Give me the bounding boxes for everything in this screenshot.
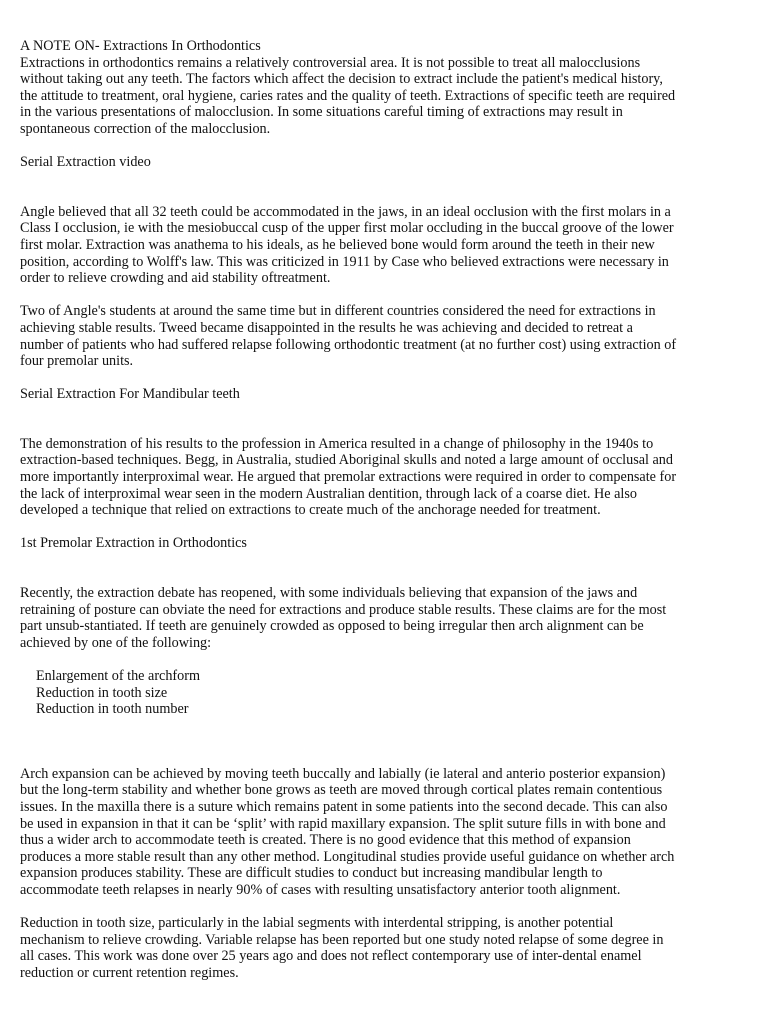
paragraph-angle: Angle believed that all 32 teeth could be accommodated in the jaws, in an ideal occlusion with the first molars in a Class I occlusion, ie with the mesiobuccal cusp of the upper first molar occluding in the buccal groove of the lower first molar. Extraction was anathema to his ideals, as he believed bone would form around the teeth in their new position, according to Wolff's law. This was criticized in 1911 by Case who believed extractions were necessary in order to relieve crowding and aid stability oftreatment.: [20, 203, 674, 287]
paragraph-recently: Recently, the extraction debate has reopened, with some individuals believing that expansion of the jaws and retraining of posture can obviate the need for extractions and produce stable results. These claims are for the most part unsub-stantiated. If teeth are genuinely crowded as opposed to being irregular then arch alignment can be achieved by one of the following:: [20, 585, 667, 651]
list-item: Enlargement of the archform: [36, 668, 201, 684]
subheading-serial-extraction-mandibular: Serial Extraction For Mandibular teeth: [20, 386, 240, 403]
subheading-first-premolar-extraction: 1st Premolar Extraction in Orthodontics: [20, 535, 247, 552]
subheading-serial-extraction-video: Serial Extraction video: [20, 154, 151, 171]
paragraph-tooth-size-reduction: Reduction in tooth size, particularly in the labial segments with interdental stripping, is another potential mechanism to relieve crowding. Variable relapse has been reported but one study noted relapse of some degree in all cases. This work was done over 25 years ago and does not reflect contemporary use of inter-dental enamel reduction or current retention regimes.: [20, 915, 664, 981]
list-item: Reduction in tooth number: [36, 701, 189, 718]
document-page: [20, 38, 748, 998]
options-list: [20, 668, 748, 718]
list-item: Reduction in tooth size: [36, 684, 168, 701]
paragraph-angle-students: Two of Angle's students at around the same time but in different countries considered the need for extractions in achieving stable results. Tweed became disappointed in the results he was achieving and decided to retreat a number of patients who had suffered relapse following orthodontic treatment (at no further cost) using extraction of four premolar units.: [20, 303, 677, 370]
paragraph-demonstration: The demonstration of his results to the profession in America resulted in a change of philosophy in the 1940s to extraction-based techniques. Begg, in Australia, studied Aboriginal skulls and noted a large amount of occlusal and more importantly interproximal wear. He argued that premolar extractions were required in order to compensate for the lack of interproximal wear seen in the modern Australian dentition, through lack of a coarse diet. He also developed a technique that relied on extractions to create much of the anchorage needed for treatment.: [20, 435, 677, 519]
document-title: A NOTE ON- Extractions In Orthodontics: [20, 38, 261, 54]
intro-paragraph: Extractions in orthodontics remains a relatively controversial area. It is not possible to treat all malocclusions without taking out any teeth. The factors which affect the decision to extract include the patient's medical history, the attitude to treatment, oral hygiene, caries rates and the quality of teeth. Extractions of specific teeth are required in the various presentations of malocclusion. In some situations careful timing of extractions may result in spontaneous correction of the malocclusion.: [20, 54, 676, 137]
paragraph-arch-expansion: Arch expansion can be achieved by moving teeth buccally and labially (ie lateral and anterio posterior expansion) but the long-term stability and whether bone grows as teeth are moved through cortical plates remain contentious issues. In the maxilla there is a suture which remains patent in some patients into the second decade. This can also be used in expansion in that it can be ‘split’ with rapid maxillary expansion. The split suture fills in with bone and thus a wider arch to accommodate teeth is created. There is no good evidence that this method of expansion produces a more stable result than any other method. Longitudinal studies provide useful guidance on whether arch expansion produces stability. These are difficult studies to conduct but increasing mandibular length to accommodate teeth relapses in nearly 90% of cases with resulting unsatisfactory anterior tooth alignment.: [20, 765, 675, 898]
